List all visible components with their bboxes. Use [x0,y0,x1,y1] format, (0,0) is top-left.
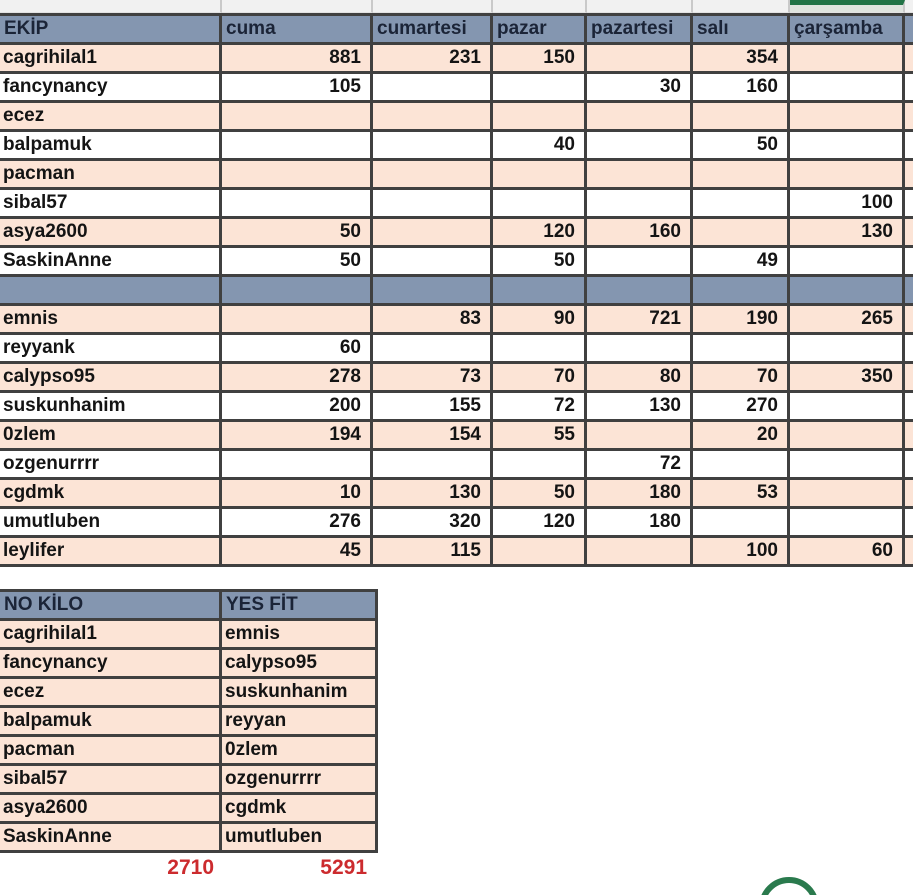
name-cell[interactable]: suskunhanim [221,678,377,707]
value-cell[interactable] [492,189,586,218]
value-cell[interactable]: 60 [789,537,904,566]
column-header[interactable]: NO KİLO [0,591,221,620]
value-cell[interactable]: 73 [372,363,492,392]
value-cell[interactable] [692,102,789,131]
column-header[interactable]: pazartesi [586,15,692,44]
value-cell[interactable]: 80 [586,363,692,392]
column-header[interactable]: cumartesi [372,15,492,44]
table-row [0,450,913,479]
name-cell[interactable]: ecez [0,678,221,707]
name-cell[interactable]: balpamuk [0,707,221,736]
value-cell[interactable]: 276 [221,508,372,537]
value-cell[interactable] [692,189,789,218]
clipped-cell[interactable] [904,392,913,421]
selected-column-indicator [790,0,905,13]
row-label-cell[interactable]: sibal57 [0,189,221,218]
value-cell[interactable] [221,305,372,334]
clipped-cell[interactable] [904,537,913,566]
row-label-cell[interactable]: suskunhanim [0,392,221,421]
table-row [0,620,377,649]
row-label-cell[interactable]: leylifer [0,537,221,566]
value-cell[interactable] [789,73,904,102]
name-cell[interactable]: umutluben [221,823,377,852]
row-label-cell[interactable]: umutluben [0,508,221,537]
value-cell[interactable] [789,421,904,450]
table-row [0,649,377,678]
table-row [0,794,377,823]
clipped-cell[interactable] [904,131,913,160]
table-row [0,73,913,102]
separator-cell[interactable] [372,276,492,305]
value-cell[interactable] [692,160,789,189]
row-label-cell[interactable]: calypso95 [0,363,221,392]
value-cell[interactable]: 83 [372,305,492,334]
table-row [0,678,377,707]
table-row [0,765,377,794]
value-cell[interactable]: 50 [692,131,789,160]
value-cell[interactable] [586,189,692,218]
value-cell[interactable]: 53 [692,479,789,508]
value-cell[interactable]: 50 [492,247,586,276]
value-cell[interactable] [789,508,904,537]
clipped-cell[interactable] [904,421,913,450]
table-row [0,102,913,131]
value-cell[interactable]: 270 [692,392,789,421]
value-cell[interactable] [586,102,692,131]
value-cell[interactable]: 265 [789,305,904,334]
value-cell[interactable] [789,334,904,363]
row-label-cell[interactable]: fancynancy [0,73,221,102]
value-cell[interactable]: 50 [492,479,586,508]
value-cell[interactable]: 154 [372,421,492,450]
row-label-cell[interactable]: 0zlem [0,421,221,450]
table-row [0,305,913,334]
name-cell[interactable]: cgdmk [221,794,377,823]
value-cell[interactable] [789,450,904,479]
separator-cell[interactable] [492,276,586,305]
value-cell[interactable] [221,160,372,189]
strip-segment [587,0,693,13]
row-label-cell[interactable]: ozgenurrrr [0,450,221,479]
table-row [0,479,913,508]
table-row [0,363,913,392]
yes-fit-total[interactable]: 5291 [320,856,367,879]
value-cell[interactable]: 50 [221,218,372,247]
clipped-cell[interactable] [904,508,913,537]
value-cell[interactable] [372,131,492,160]
value-cell[interactable] [692,508,789,537]
row-label-cell[interactable]: balpamuk [0,131,221,160]
name-cell[interactable]: reyyan [221,707,377,736]
value-cell[interactable] [586,537,692,566]
value-cell[interactable] [492,73,586,102]
table-row [0,334,913,363]
value-cell[interactable]: 130 [372,479,492,508]
clipped-cell[interactable] [904,73,913,102]
value-cell[interactable]: 105 [221,73,372,102]
green-circle-mark [759,877,819,895]
separator-cell[interactable] [904,276,913,305]
value-cell[interactable]: 278 [221,363,372,392]
value-cell[interactable] [789,131,904,160]
row-label-cell[interactable]: ecez [0,102,221,131]
table-row [0,421,913,450]
value-cell[interactable]: 160 [586,218,692,247]
no-kilo-total[interactable]: 2710 [167,856,214,879]
column-header[interactable]: EKİP [0,15,221,44]
value-cell[interactable] [586,247,692,276]
clipped-cell[interactable] [904,44,913,73]
value-cell[interactable] [789,392,904,421]
column-header[interactable]: salı [692,15,789,44]
name-cell[interactable]: cagrihilal1 [0,620,221,649]
clipped-cell[interactable] [904,479,913,508]
table-row [0,44,913,73]
value-cell[interactable]: 40 [492,131,586,160]
value-cell[interactable]: 45 [221,537,372,566]
clipped-header[interactable] [904,15,913,44]
strip-segment [373,0,493,13]
value-cell[interactable]: 160 [692,73,789,102]
separator-row [0,276,913,305]
clipped-cell[interactable] [904,334,913,363]
strip-segment [493,0,587,13]
value-cell[interactable]: 49 [692,247,789,276]
value-cell[interactable]: 115 [372,537,492,566]
clipped-cell[interactable] [904,218,913,247]
value-cell[interactable] [586,131,692,160]
value-cell[interactable]: 130 [789,218,904,247]
clipped-cell[interactable] [904,363,913,392]
separator-cell[interactable] [789,276,904,305]
value-cell[interactable]: 180 [586,479,692,508]
column-header[interactable]: cuma [221,15,372,44]
value-cell[interactable] [789,160,904,189]
clipped-cell[interactable] [904,102,913,131]
value-cell[interactable] [372,102,492,131]
value-cell[interactable]: 721 [586,305,692,334]
value-cell[interactable]: 100 [692,537,789,566]
clipped-cell[interactable] [904,160,913,189]
strip-segment [905,0,913,13]
totals-row [0,855,375,881]
value-cell[interactable]: 20 [692,421,789,450]
table-row [0,218,913,247]
name-cell[interactable]: asya2600 [0,794,221,823]
column-header[interactable]: çarşamba [789,15,904,44]
value-cell[interactable]: 72 [492,392,586,421]
strip-segment [693,0,790,13]
strip-segment [0,0,222,13]
value-cell[interactable]: 70 [692,363,789,392]
row-label-cell[interactable]: reyyank [0,334,221,363]
value-cell[interactable] [492,537,586,566]
value-cell[interactable] [789,479,904,508]
name-cell[interactable]: ozgenurrrr [221,765,377,794]
table-row [0,160,913,189]
value-cell[interactable] [221,189,372,218]
column-strip [0,0,913,13]
schedule-table [0,13,913,567]
name-cell[interactable]: calypso95 [221,649,377,678]
value-cell[interactable]: 10 [221,479,372,508]
clipped-cell[interactable] [904,189,913,218]
value-cell[interactable] [372,73,492,102]
value-cell[interactable]: 90 [492,305,586,334]
value-cell[interactable] [492,450,586,479]
value-cell[interactable] [492,102,586,131]
value-cell[interactable] [692,450,789,479]
value-cell[interactable]: 320 [372,508,492,537]
column-header[interactable]: YES FİT [221,591,377,620]
column-header[interactable]: pazar [492,15,586,44]
value-cell[interactable]: 130 [586,392,692,421]
value-cell[interactable]: 354 [692,44,789,73]
table-row [0,131,913,160]
separator-cell[interactable] [586,276,692,305]
value-cell[interactable] [789,44,904,73]
row-label-cell[interactable]: emnis [0,305,221,334]
clipped-cell[interactable] [904,247,913,276]
value-cell[interactable] [221,102,372,131]
row-label-cell[interactable]: cagrihilal1 [0,44,221,73]
value-cell[interactable] [372,247,492,276]
separator-cell[interactable] [692,276,789,305]
value-cell[interactable] [586,160,692,189]
value-cell[interactable]: 70 [492,363,586,392]
value-cell[interactable]: 881 [221,44,372,73]
separator-cell[interactable] [0,276,221,305]
table-row [0,247,913,276]
value-cell[interactable] [372,334,492,363]
table-row [0,392,913,421]
value-cell[interactable] [221,450,372,479]
value-cell[interactable]: 150 [492,44,586,73]
value-cell[interactable]: 155 [372,392,492,421]
value-cell[interactable]: 350 [789,363,904,392]
value-cell[interactable]: 30 [586,73,692,102]
clipped-cell[interactable] [904,450,913,479]
separator-cell[interactable] [221,276,372,305]
strip-segment [222,0,373,13]
value-cell[interactable]: 55 [492,421,586,450]
value-cell[interactable] [372,218,492,247]
name-cell[interactable]: sibal57 [0,765,221,794]
name-cell[interactable]: emnis [221,620,377,649]
table-row [0,189,913,218]
value-cell[interactable] [372,160,492,189]
value-cell[interactable] [492,160,586,189]
value-cell[interactable]: 50 [221,247,372,276]
value-cell[interactable] [692,334,789,363]
clipped-cell[interactable] [904,305,913,334]
row-label-cell[interactable]: pacman [0,160,221,189]
value-cell[interactable]: 190 [692,305,789,334]
value-cell[interactable]: 120 [492,218,586,247]
table-row [0,537,913,566]
value-cell[interactable]: 231 [372,44,492,73]
value-cell[interactable] [492,334,586,363]
value-cell[interactable] [692,218,789,247]
name-cell[interactable]: 0zlem [221,736,377,765]
value-cell[interactable] [789,247,904,276]
value-cell[interactable] [586,334,692,363]
row-label-cell[interactable]: asya2600 [0,218,221,247]
row-label-cell[interactable]: SaskinAnne [0,247,221,276]
table-row [0,707,377,736]
row-label-cell[interactable]: cgdmk [0,479,221,508]
value-cell[interactable] [221,131,372,160]
value-cell[interactable]: 60 [221,334,372,363]
table-row [0,508,913,537]
name-cell[interactable]: pacman [0,736,221,765]
value-cell[interactable] [586,421,692,450]
value-cell[interactable] [372,189,492,218]
value-cell[interactable]: 100 [789,189,904,218]
groups-table [0,589,378,853]
value-cell[interactable]: 194 [221,421,372,450]
value-cell[interactable]: 180 [586,508,692,537]
value-cell[interactable] [372,450,492,479]
value-cell[interactable]: 120 [492,508,586,537]
table-row [0,823,377,852]
table-row [0,736,377,765]
value-cell[interactable]: 72 [586,450,692,479]
value-cell[interactable] [789,102,904,131]
value-cell[interactable] [586,44,692,73]
name-cell[interactable]: SaskinAnne [0,823,221,852]
value-cell[interactable]: 200 [221,392,372,421]
name-cell[interactable]: fancynancy [0,649,221,678]
